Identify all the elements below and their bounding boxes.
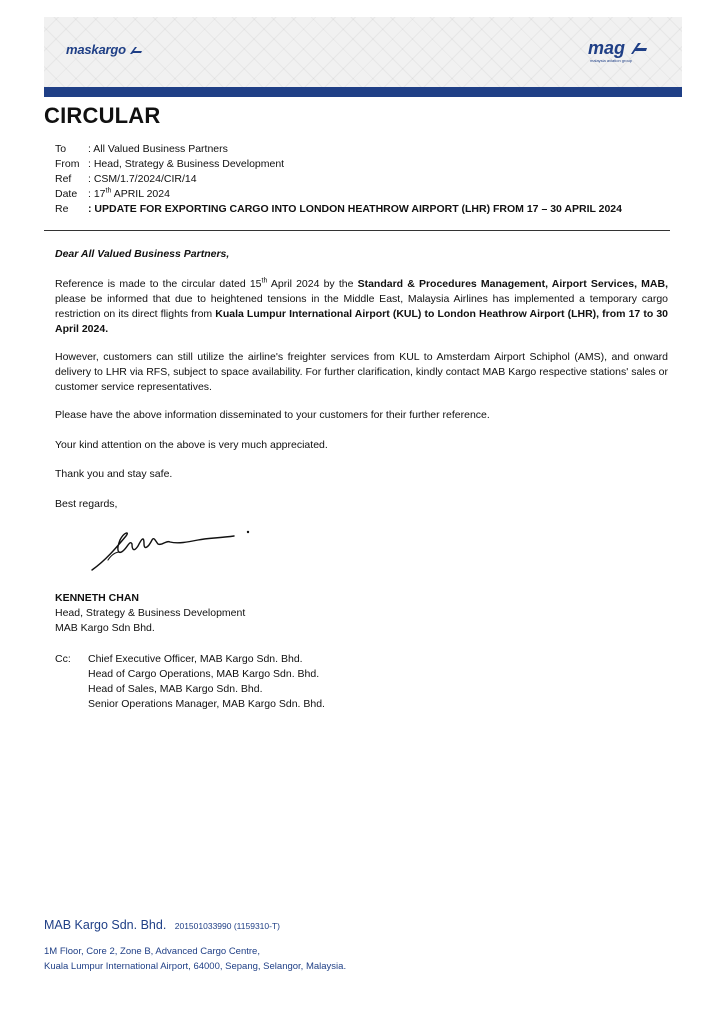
p1-bold: Standard & Procedures Management, Airport Services, MAB, (357, 278, 669, 290)
cc-item: Chief Executive Officer, MAB Kargo Sdn. Bhd. (88, 653, 303, 665)
cc-list (88, 652, 325, 712)
p1-bold: Kuala Lumpur International Airport (KUL) to London Heathrow Airport (LHR), from 17 to 30 April 2024. (55, 308, 668, 335)
footer-company: MAB Kargo Sdn. Bhd. (44, 918, 167, 932)
page-title: CIRCULAR (44, 103, 161, 128)
paragraph-1 (55, 277, 668, 337)
meta-value: : Head, Strategy & Business Development (88, 158, 285, 170)
meta-value-subject: : UPDATE FOR EXPORTING CARGO INTO LONDON HEATHROW AIRPORT (LHR) FROM 17 – 30 APRIL 2024 (88, 203, 622, 215)
meta-key: From (55, 158, 80, 170)
meta-key: Date (55, 188, 78, 200)
date-day: : 17 (88, 188, 106, 200)
meta-value: : All Valued Business Partners (88, 143, 228, 155)
footer-address-line: 1M Floor, Core 2, Zone B, Advanced Cargo Centre, (44, 946, 260, 957)
meta-row-re (55, 202, 622, 217)
meta-key: To (55, 143, 67, 155)
paragraph-3: Please have the above information disseminated to your customers for their further reference. (55, 409, 490, 421)
cc-item: Head of Sales, MAB Kargo Sdn. Bhd. (88, 683, 263, 695)
circular-meta (55, 142, 622, 217)
greeting: Dear All Valued Business Partners, (55, 248, 230, 260)
date-month-year: APRIL 2024 (111, 188, 170, 200)
maskargo-logo-text: maskargo (66, 42, 126, 57)
signer-company: MAB Kargo Sdn Bhd. (55, 622, 155, 634)
date-ordinal: th (105, 187, 112, 195)
paragraph-2: However, customers can still utilize the airline's freighter services from KUL to Amsterdam Airport Schiphol (AMS), and onward delivery to LHR via RFS, subject to space availability. For further clarification, kindly contact MAB Kargo respective stations' sales or customer service representatives. (55, 351, 668, 393)
footer-company-line (44, 916, 346, 934)
paragraph-5: Thank you and stay safe. (55, 468, 173, 480)
p1-text: please be informed that due to heightened tensions in the Middle East, Malaysia Airlines has implemented a temporary cargo restriction on its direct flights from (55, 293, 668, 320)
signer-title: Head, Strategy & Business Development (55, 607, 246, 619)
meta-key: Ref (55, 173, 72, 185)
meta-key: Re (55, 203, 69, 215)
meta-row-ref (55, 172, 622, 187)
cc-label: Cc: (55, 653, 71, 665)
maskargo-logo (66, 42, 143, 57)
footer-address (44, 944, 346, 974)
meta-value: : CSM/1.7/2024/CIR/14 (88, 173, 197, 185)
footer (44, 916, 346, 974)
mag-logo-mark-icon (630, 42, 648, 56)
mag-logo-tagline: malaysia aviation group (590, 58, 633, 63)
cc-block (55, 652, 325, 712)
meta-row-date (55, 187, 622, 202)
maskargo-logo-mark-icon (129, 46, 143, 56)
signer-name: KENNETH CHAN (55, 592, 139, 604)
signer-block (55, 591, 245, 636)
paragraph-4: Your kind attention on the above is very much appreciated. (55, 439, 328, 451)
p1-text: April 2024 by the (267, 278, 358, 290)
header-accent-bar (44, 87, 682, 97)
meta-row-to (55, 142, 622, 157)
footer-registration: 201501033990 (1159310-T) (174, 921, 280, 931)
footer-address-line: Kuala Lumpur International Airport, 64000, Sepang, Selangor, Malaysia. (44, 961, 347, 972)
p1-text: Reference is made to the circular dated 15 (55, 278, 262, 290)
meta-value (88, 187, 170, 202)
meta-row-from (55, 157, 622, 172)
cc-item: Head of Cargo Operations, MAB Kargo Sdn. Bhd. (88, 668, 320, 680)
mag-logo-text: mag (588, 38, 626, 58)
handwritten-signature (88, 526, 258, 574)
p1-ordinal: th (261, 277, 268, 285)
closing: Best regards, (55, 498, 118, 510)
mag-logo (588, 38, 648, 59)
cc-item: Senior Operations Manager, MAB Kargo Sdn. Bhd. (88, 698, 325, 710)
divider (44, 230, 670, 231)
